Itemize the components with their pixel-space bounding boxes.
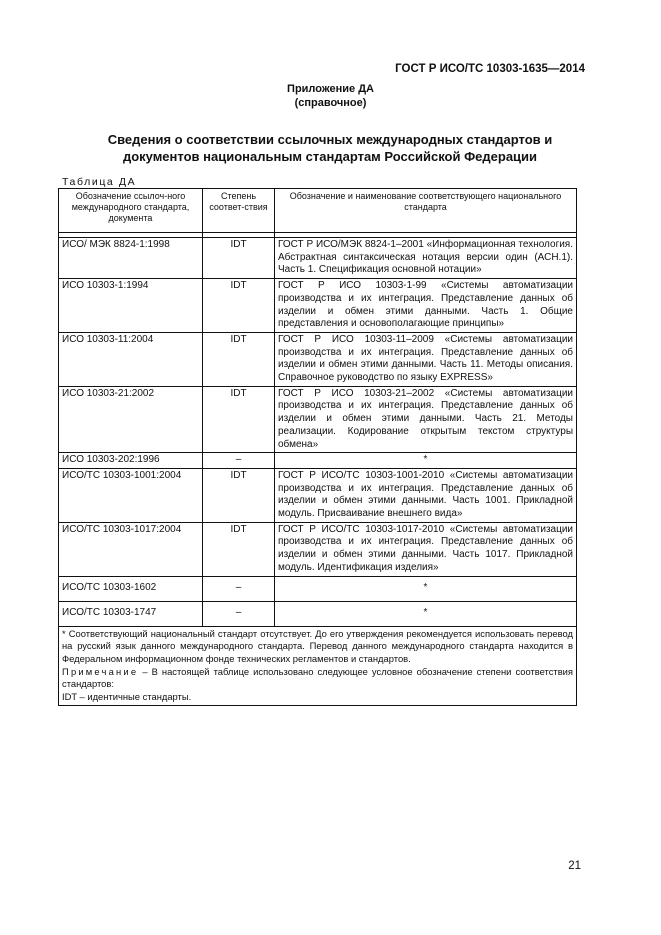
cell-ref: ИСО/ТС 10303-1017:2004 — [59, 522, 203, 576]
header-degree: Степень соответ-ствия — [203, 189, 275, 233]
table-row — [59, 332, 577, 386]
cell-national: ГОСТ Р ИСО/ТС 10303-1001-2010 «Системы автоматизации производства и их интеграция. Представление данных об изделии и обмен этими данными. Часть 1001. Прикладной модуль. Присваивание внешнего вида» — [275, 468, 577, 522]
cell-ref: ИСО/ТС 10303-1747 — [59, 601, 203, 626]
cell-national: * — [275, 453, 577, 469]
cell-ref: ИСО 10303-21:2002 — [59, 386, 203, 453]
table-header-row — [59, 189, 577, 233]
cell-degree: IDT — [203, 279, 275, 333]
section-title-line-1: Сведения о соответствии ссылочных международных стандартов и — [107, 132, 553, 147]
cell-degree: IDT — [203, 332, 275, 386]
appendix-title: Приложение ДА — [287, 83, 374, 95]
cell-national: ГОСТ Р ИСО 10303-21–2002 «Системы автоматизации производства и их интеграция. Представление данных об изделии и обмен этими данными. Часть 21. Методы реализации. Кодирование открытым текстом структуры обмена» — [275, 386, 577, 453]
table-row — [59, 453, 577, 469]
idt-definition: IDT – идентичные стандарты. — [62, 691, 192, 703]
appendix-subtitle: (справочное) — [294, 97, 367, 109]
cell-ref: ИСО/ТС 10303-1602 — [59, 576, 203, 601]
appendix-heading — [0, 82, 661, 110]
table-row — [59, 522, 577, 576]
cell-national: * — [275, 601, 577, 626]
table-row — [59, 279, 577, 333]
header-national-standard: Обозначение и наименование соответствующего национального стандарта — [275, 189, 577, 233]
table-footnote-row — [59, 626, 577, 705]
cell-national: ГОСТ Р ИСО/ТС 10303-1017-2010 «Системы автоматизации производства и их интеграция. Представление данных об изделии и обмен этими данными. Часть 1017. Прикладной модуль. Идентификация изделия» — [275, 522, 577, 576]
cell-degree: – — [203, 453, 275, 469]
section-title — [60, 131, 600, 165]
note-paragraph — [62, 666, 573, 691]
cell-degree: IDT — [203, 386, 275, 453]
section-title-line-2: документов национальным стандартам Российской Федерации — [122, 149, 538, 164]
cell-degree: – — [203, 601, 275, 626]
table-row — [59, 468, 577, 522]
table-row — [59, 601, 577, 626]
header-international-ref: Обозначение ссылоч-ного международного стандарта, документа — [59, 189, 203, 233]
document-code: ГОСТ Р ИСО/ТС 10303-1635—2014 — [395, 63, 585, 75]
cell-degree: IDT — [203, 238, 275, 279]
table-row — [59, 576, 577, 601]
cell-national: ГОСТ Р ИСО 10303-1-99 «Системы автоматизации производства и их интеграция. Представление данных об изделии и обмен этими данными. Часть 1. Общие представления и основополагающие принципы» — [275, 279, 577, 333]
cell-ref: ИСО 10303-202:1996 — [59, 453, 203, 469]
cell-degree: IDT — [203, 468, 275, 522]
table-row — [59, 238, 577, 279]
cell-national: ГОСТ Р ИСО 10303-11–2009 «Системы автоматизации производства и их интеграция. Представление данных об изделии и обмен этими данными. Часть 11. Методы описания. Справочное руководство по языку EXPRESS» — [275, 332, 577, 386]
page-number: 21 — [568, 860, 581, 872]
cell-ref: ИСО 10303-11:2004 — [59, 332, 203, 386]
table-footnote — [59, 626, 577, 705]
cell-degree: IDT — [203, 522, 275, 576]
note-text: – В настоящей таблице использовано следующее условное обозначение степени соответствия стандартов: — [62, 665, 573, 690]
cell-degree: – — [203, 576, 275, 601]
cell-ref: ИСО 10303-1:1994 — [59, 279, 203, 333]
note-label: Примечание — [62, 665, 139, 677]
correspondence-table — [58, 188, 577, 706]
cell-ref: ИСО/ МЭК 8824-1:1998 — [59, 238, 203, 279]
table-row — [59, 386, 577, 453]
cell-ref: ИСО/ТС 10303-1001:2004 — [59, 468, 203, 522]
star-footnote: * Соответствующий национальный стандарт отсутствует. До его утверждения рекомендуется использовать перевод на русский язык данного международного стандарта. Перевод данного международного стандарта находится в Федеральном информационном фонде технических регламентов и стандартов. — [62, 627, 573, 664]
table-label: Таблица ДА — [62, 176, 137, 188]
cell-national: * — [275, 576, 577, 601]
cell-national: ГОСТ Р ИСО/МЭК 8824-1–2001 «Информационная технология. Абстрактная синтаксическая нотация версии один (АСН.1). Часть 1. Спецификация основной нотации» — [275, 238, 577, 279]
